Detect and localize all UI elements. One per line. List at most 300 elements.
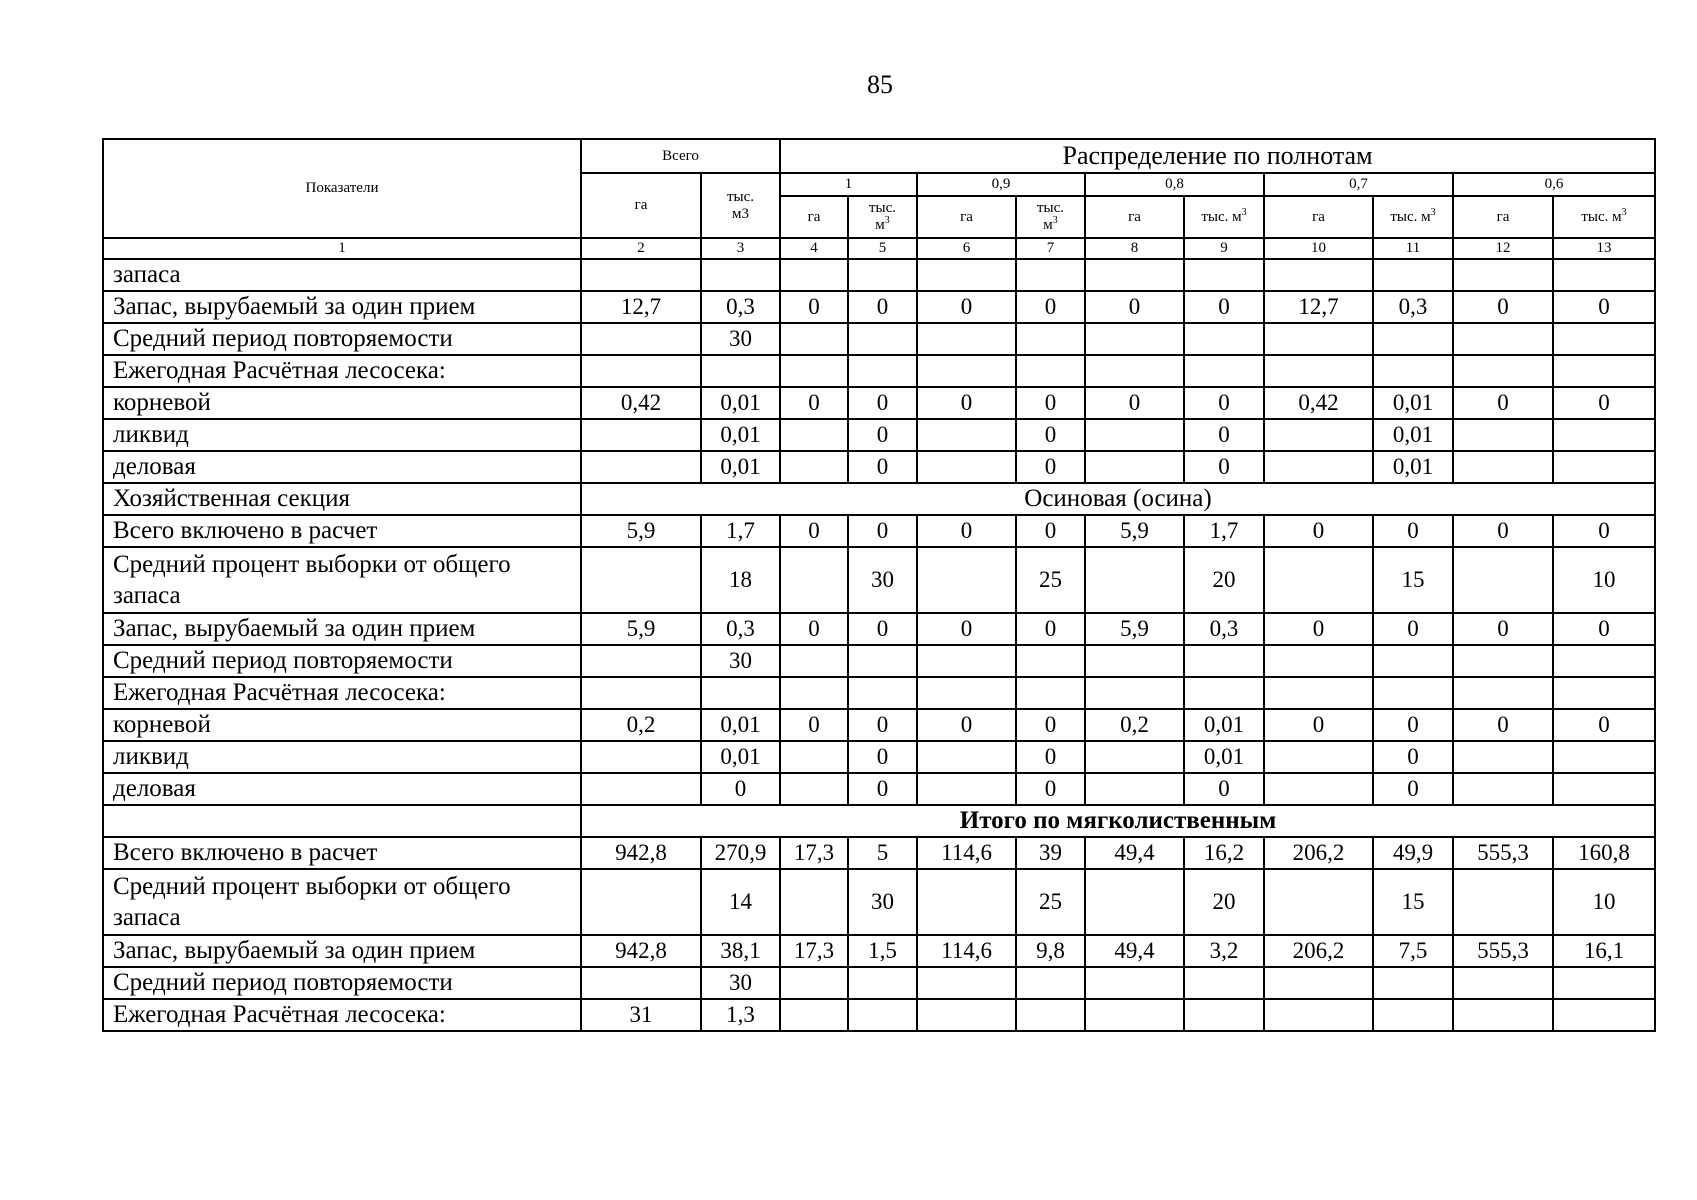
table-cell — [780, 773, 848, 805]
table-cell: 0 — [1016, 613, 1085, 645]
table-cell: 114,6 — [917, 935, 1016, 967]
row-label: запаса — [103, 259, 581, 291]
table-cell: 0,01 — [1184, 741, 1264, 773]
header-unit-ha: га — [917, 196, 1016, 238]
table-cell — [1085, 645, 1184, 677]
table-cell: 0,01 — [701, 709, 780, 741]
table-cell — [581, 323, 701, 355]
table-cell: 20 — [1184, 547, 1264, 613]
table-cell — [1264, 547, 1373, 613]
table-cell — [1184, 355, 1264, 387]
table-cell — [780, 259, 848, 291]
table-cell — [1264, 451, 1373, 483]
table-cell — [848, 677, 917, 709]
table-cell — [1184, 323, 1264, 355]
table-cell: 0 — [1453, 709, 1553, 741]
table-cell: 0,01 — [701, 419, 780, 451]
table-cell — [1016, 323, 1085, 355]
row-label: деловая — [103, 773, 581, 805]
table-cell: 31 — [581, 999, 701, 1031]
column-number: 4 — [780, 238, 848, 259]
table-cell: 5,9 — [581, 515, 701, 547]
table-cell: 0 — [1016, 709, 1085, 741]
table-cell: 0 — [848, 387, 917, 419]
table-cell: 0 — [1373, 709, 1453, 741]
table-cell: 0 — [780, 291, 848, 323]
table-cell: 0 — [1373, 773, 1453, 805]
table-cell: 114,6 — [917, 837, 1016, 869]
table-cell: 0 — [1184, 451, 1264, 483]
table-cell — [1453, 451, 1553, 483]
page-number: 85 — [867, 70, 893, 99]
table-cell — [1085, 451, 1184, 483]
table-cell — [1453, 547, 1553, 613]
table-row — [103, 547, 1655, 613]
table-cell — [1453, 869, 1553, 935]
table-cell: 0 — [848, 515, 917, 547]
row-label: ликвид — [103, 419, 581, 451]
section-row-aspen — [103, 483, 1655, 515]
table-row — [103, 999, 1655, 1031]
table-cell — [1453, 645, 1553, 677]
table-cell — [780, 451, 848, 483]
table-cell — [917, 967, 1016, 999]
table-cell: 0,42 — [581, 387, 701, 419]
table-cell — [581, 967, 701, 999]
table-cell: 0 — [848, 451, 917, 483]
table-cell: 0 — [917, 387, 1016, 419]
table-cell: 0 — [1453, 515, 1553, 547]
row-label: Ежегодная Расчётная лесосека: — [103, 677, 581, 709]
table-row — [103, 709, 1655, 741]
table-cell: 0,01 — [1373, 419, 1453, 451]
table-cell: 0 — [1553, 515, 1655, 547]
column-number: 8 — [1085, 238, 1184, 259]
table-cell — [581, 355, 701, 387]
table-cell: 0 — [848, 773, 917, 805]
table-cell: 39 — [1016, 837, 1085, 869]
table-cell — [1184, 645, 1264, 677]
table-cell — [581, 547, 701, 613]
table-cell — [1264, 869, 1373, 935]
header-density-0-8: 0,8 — [1085, 173, 1264, 196]
table-cell: 0 — [780, 709, 848, 741]
table-cell: 0 — [917, 709, 1016, 741]
table-cell: 18 — [701, 547, 780, 613]
table-row — [103, 613, 1655, 645]
table-cell — [1453, 967, 1553, 999]
row-label: Средний период повторяемости — [103, 967, 581, 999]
table-cell: 0 — [1184, 291, 1264, 323]
table-cell: 0 — [1453, 387, 1553, 419]
table-cell: 17,3 — [780, 837, 848, 869]
table-cell: 0,2 — [1085, 709, 1184, 741]
table-cell — [1373, 677, 1453, 709]
column-number: 1 — [103, 238, 581, 259]
table-row — [103, 291, 1655, 323]
header-unit-m3: тыс. $м^3$ — [1016, 196, 1085, 238]
row-label: Средний процент выборки от общего запаса — [103, 869, 581, 935]
table-cell — [1453, 419, 1553, 451]
table-cell: 17,3 — [780, 935, 848, 967]
header-unit-m3: тыс. $м^3$ — [1553, 196, 1655, 238]
column-number: 3 — [701, 238, 780, 259]
header-density-0-6: 0,6 — [1453, 173, 1655, 196]
table-cell — [581, 677, 701, 709]
table-cell: 942,8 — [581, 837, 701, 869]
table-cell: 0 — [848, 291, 917, 323]
table-cell: 5,9 — [581, 613, 701, 645]
table-cell — [1453, 773, 1553, 805]
table-cell — [581, 451, 701, 483]
table-cell: 555,3 — [1453, 837, 1553, 869]
table-cell: 0,3 — [1184, 613, 1264, 645]
table-row — [103, 869, 1655, 935]
section-title: Осиновая (осина) — [581, 483, 1655, 515]
table-cell: 270,9 — [701, 837, 780, 869]
table-cell — [1373, 323, 1453, 355]
table-cell: 0 — [848, 741, 917, 773]
table-cell: 0 — [1373, 613, 1453, 645]
table-cell: 49,9 — [1373, 837, 1453, 869]
table-row — [103, 967, 1655, 999]
table-cell: 0 — [917, 291, 1016, 323]
table-cell — [780, 967, 848, 999]
table-cell: 0,42 — [1264, 387, 1373, 419]
table-cell: 0 — [1373, 741, 1453, 773]
row-label: ликвид — [103, 741, 581, 773]
table-cell — [1264, 323, 1373, 355]
table-cell — [1085, 773, 1184, 805]
table-row — [103, 677, 1655, 709]
row-label: Запас, вырубаемый за один прием — [103, 291, 581, 323]
table-cell: 0,01 — [1373, 387, 1453, 419]
table-cell — [1453, 677, 1553, 709]
table-cell — [1016, 677, 1085, 709]
table-cell: 555,3 — [1453, 935, 1553, 967]
column-number: 2 — [581, 238, 701, 259]
table-cell — [917, 869, 1016, 935]
table-cell: 160,8 — [1553, 837, 1655, 869]
table-cell: 9,8 — [1016, 935, 1085, 967]
table-cell: 1,7 — [701, 515, 780, 547]
table-cell — [848, 259, 917, 291]
table-cell — [917, 355, 1016, 387]
table-cell — [1453, 323, 1553, 355]
row-label: Средний период повторяемости — [103, 645, 581, 677]
table-cell: 12,7 — [1264, 291, 1373, 323]
table-cell — [848, 355, 917, 387]
table-cell — [1016, 259, 1085, 291]
table-cell — [1553, 323, 1655, 355]
table-cell: 14 — [701, 869, 780, 935]
table-cell: 0,01 — [1373, 451, 1453, 483]
header-density-0-7: 0,7 — [1264, 173, 1453, 196]
table-cell: 16,2 — [1184, 837, 1264, 869]
table-cell — [1373, 645, 1453, 677]
table-cell — [780, 323, 848, 355]
table-cell: 0,01 — [701, 451, 780, 483]
table-cell — [1553, 999, 1655, 1031]
table-cell: 0 — [1016, 451, 1085, 483]
row-label: Запас, вырубаемый за один прием — [103, 613, 581, 645]
table-cell — [581, 773, 701, 805]
table-cell: 0 — [848, 613, 917, 645]
table-cell: 206,2 — [1264, 935, 1373, 967]
table-cell: 0 — [1373, 515, 1453, 547]
table-cell — [1016, 645, 1085, 677]
table-cell — [1264, 999, 1373, 1031]
table-cell: 0,3 — [701, 291, 780, 323]
table-row — [103, 935, 1655, 967]
table-cell: 38,1 — [701, 935, 780, 967]
table-cell: 0 — [1016, 741, 1085, 773]
table-cell — [1553, 773, 1655, 805]
table-cell — [1085, 999, 1184, 1031]
header-total-ha: га — [581, 173, 701, 238]
table-cell — [1085, 967, 1184, 999]
column-number: 11 — [1373, 238, 1453, 259]
table-row — [103, 837, 1655, 869]
table-cell: 0 — [1184, 387, 1264, 419]
column-number: 5 — [848, 238, 917, 259]
row-label: деловая — [103, 451, 581, 483]
table-cell — [1453, 355, 1553, 387]
table-cell: 0 — [1553, 613, 1655, 645]
table-cell: 0 — [1016, 773, 1085, 805]
table-cell — [1264, 967, 1373, 999]
table-cell: 10 — [1553, 869, 1655, 935]
table-cell — [780, 547, 848, 613]
table-cell: 30 — [848, 869, 917, 935]
table-cell — [1085, 869, 1184, 935]
table-cell — [1553, 741, 1655, 773]
table-cell: 0 — [1184, 773, 1264, 805]
table-cell — [1085, 741, 1184, 773]
header-unit-ha: га — [1453, 196, 1553, 238]
table-cell — [780, 741, 848, 773]
table-cell: 5,9 — [1085, 613, 1184, 645]
table-cell — [917, 547, 1016, 613]
table-cell — [1553, 259, 1655, 291]
table-cell: 20 — [1184, 869, 1264, 935]
row-label: корневой — [103, 709, 581, 741]
table-cell — [1553, 645, 1655, 677]
table-cell — [1085, 419, 1184, 451]
table-cell — [917, 323, 1016, 355]
table-cell: 0 — [1553, 291, 1655, 323]
table-cell — [780, 999, 848, 1031]
table-row — [103, 323, 1655, 355]
section-label — [103, 805, 581, 837]
table-cell — [780, 677, 848, 709]
table-cell — [1553, 355, 1655, 387]
header-unit-ha: га — [1085, 196, 1184, 238]
table-cell: 0 — [1453, 291, 1553, 323]
table-cell — [1184, 259, 1264, 291]
table-cell: 49,4 — [1085, 935, 1184, 967]
table-cell — [1184, 967, 1264, 999]
table-cell — [1016, 355, 1085, 387]
table-cell: 0 — [1016, 387, 1085, 419]
table-cell — [848, 323, 917, 355]
row-label: Ежегодная Расчётная лесосека: — [103, 999, 581, 1031]
table-cell: 0 — [1553, 709, 1655, 741]
table-cell: 0 — [1085, 387, 1184, 419]
table-cell — [1264, 741, 1373, 773]
table-cell — [1184, 999, 1264, 1031]
table-cell — [917, 645, 1016, 677]
table-cell: 16,1 — [1553, 935, 1655, 967]
column-number: 10 — [1264, 238, 1373, 259]
table-cell — [1553, 677, 1655, 709]
header-total-m3: тыс. м3 — [701, 173, 780, 238]
table-cell — [1085, 323, 1184, 355]
table-cell — [1453, 259, 1553, 291]
table-cell: 12,7 — [581, 291, 701, 323]
table-cell: 30 — [848, 547, 917, 613]
table-cell — [581, 741, 701, 773]
table-cell — [780, 869, 848, 935]
table-cell: 0 — [917, 515, 1016, 547]
header-unit-m3: тыс. $м^3$ — [848, 196, 917, 238]
table-cell — [1184, 677, 1264, 709]
row-label: Ежегодная Расчётная лесосека: — [103, 355, 581, 387]
header-total: Всего — [581, 139, 780, 173]
table-cell: 0 — [780, 613, 848, 645]
header-density-1: 1 — [780, 173, 917, 196]
table-cell: 1,3 — [701, 999, 780, 1031]
table-cell: 1,5 — [848, 935, 917, 967]
table-cell — [581, 419, 701, 451]
section-title: Итого по мягколиственным — [581, 805, 1655, 837]
column-number: 12 — [1453, 238, 1553, 259]
table-cell: 15 — [1373, 547, 1453, 613]
table-cell — [1264, 677, 1373, 709]
table-cell — [917, 419, 1016, 451]
row-label: Средний период повторяемости — [103, 323, 581, 355]
table-cell — [1373, 259, 1453, 291]
table-cell: 0 — [917, 613, 1016, 645]
table-cell — [917, 741, 1016, 773]
table-cell: 0,3 — [1373, 291, 1453, 323]
table-row — [103, 419, 1655, 451]
table-cell: 0 — [1453, 613, 1553, 645]
table-cell — [1016, 999, 1085, 1031]
table-cell — [1373, 967, 1453, 999]
table-cell: 0 — [780, 515, 848, 547]
table-row — [103, 387, 1655, 419]
table-cell: 5 — [848, 837, 917, 869]
table-cell — [1085, 355, 1184, 387]
table-cell — [1373, 355, 1453, 387]
table-cell: 0,01 — [1184, 709, 1264, 741]
table-cell: 0,01 — [701, 741, 780, 773]
table-cell — [1373, 999, 1453, 1031]
table-cell — [1264, 259, 1373, 291]
table-row — [103, 773, 1655, 805]
column-number: 9 — [1184, 238, 1264, 259]
table-cell: 0 — [780, 387, 848, 419]
table-cell: 0 — [1184, 419, 1264, 451]
row-label: Всего включено в расчет — [103, 515, 581, 547]
table-cell — [1085, 547, 1184, 613]
table-cell — [1085, 677, 1184, 709]
table-cell — [1085, 259, 1184, 291]
table-cell: 0 — [1016, 291, 1085, 323]
header-density-0-9: 0,9 — [917, 173, 1085, 196]
header-unit-ha: га — [780, 196, 848, 238]
table-cell — [1553, 419, 1655, 451]
table-cell — [1264, 355, 1373, 387]
table-cell: 30 — [701, 967, 780, 999]
table-cell — [1553, 967, 1655, 999]
table-cell — [1453, 999, 1553, 1031]
table-cell: 1,7 — [1184, 515, 1264, 547]
table-row — [103, 355, 1655, 387]
table-cell — [1264, 773, 1373, 805]
table-cell — [581, 869, 701, 935]
table-row — [103, 645, 1655, 677]
table-cell — [917, 259, 1016, 291]
table-cell — [780, 645, 848, 677]
table-cell: 25 — [1016, 869, 1085, 935]
table-cell — [1264, 645, 1373, 677]
table-cell: 942,8 — [581, 935, 701, 967]
column-number: 6 — [917, 238, 1016, 259]
table-cell — [701, 259, 780, 291]
table-cell: 25 — [1016, 547, 1085, 613]
table-cell: 5,9 — [1085, 515, 1184, 547]
table-cell — [1264, 419, 1373, 451]
table-cell — [1016, 967, 1085, 999]
table-cell — [780, 355, 848, 387]
column-number: 13 — [1553, 238, 1655, 259]
table-cell: 30 — [701, 323, 780, 355]
table-cell — [780, 419, 848, 451]
forest-distribution-table — [102, 138, 1656, 1032]
table-cell: 0 — [701, 773, 780, 805]
section-label: Хозяйственная секция — [103, 483, 581, 515]
section-row-softwood-total — [103, 805, 1655, 837]
table-cell: 0 — [1264, 515, 1373, 547]
row-label: Запас, вырубаемый за один прием — [103, 935, 581, 967]
table-cell — [848, 967, 917, 999]
header-indicators: Показатели — [103, 139, 581, 238]
table-cell: 49,4 — [1085, 837, 1184, 869]
column-number: 7 — [1016, 238, 1085, 259]
table-cell: 30 — [701, 645, 780, 677]
table-cell — [1553, 451, 1655, 483]
header-unit-m3: тыс. $м^3$ — [1184, 196, 1264, 238]
table-cell: 206,2 — [1264, 837, 1373, 869]
table-cell — [848, 645, 917, 677]
table-cell: 7,5 — [1373, 935, 1453, 967]
table-cell: 0 — [1553, 387, 1655, 419]
table-cell — [917, 773, 1016, 805]
table-cell: 3,2 — [1184, 935, 1264, 967]
table-row — [103, 741, 1655, 773]
header-distribution: Распределение по полнотам — [780, 139, 1655, 173]
row-label: корневой — [103, 387, 581, 419]
table-cell: 0,01 — [701, 387, 780, 419]
table-cell: 10 — [1553, 547, 1655, 613]
table-cell: 0 — [848, 709, 917, 741]
header-unit-m3: тыс. $м^3$ — [1373, 196, 1453, 238]
table-row — [103, 451, 1655, 483]
table-cell — [917, 677, 1016, 709]
table-cell — [917, 451, 1016, 483]
